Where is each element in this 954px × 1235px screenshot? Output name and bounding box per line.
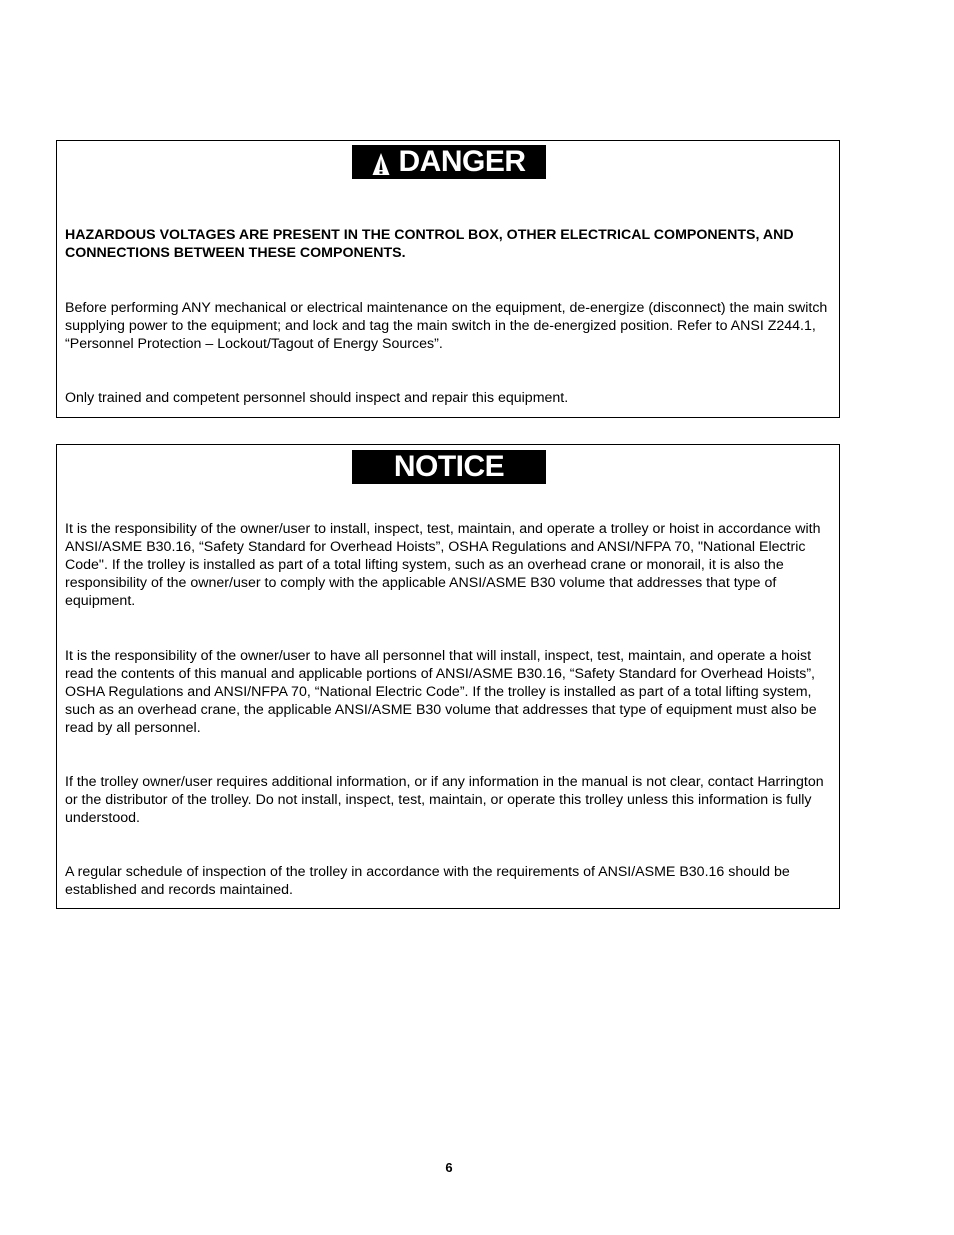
page-number: 6	[445, 1160, 453, 1175]
danger-personnel-paragraph: Only trained and competent personnel should inspect and repair this equipment.	[65, 390, 569, 406]
notice-personnel-paragraph: It is the responsibility of the owner/user to have all personnel that will install, inspect, test, maintain, and operate a hoist read the contents of this manual and applicable portions of ANSI/ASME B30.16, “Safety Standard for Overhead Hoists”, OSHA Regulations and ANSI/NFPA 70, “National Electric Code”. If the trolley is installed as part of a total lifting system, such as an overhead crane, the applicable ANSI/ASME B30 volume that addresses that type of equipment must also be read by all personnel.	[65, 648, 817, 736]
notice-inspection-paragraph: A regular schedule of inspection of the trolley in accordance with the requirements of ANSI/ASME B30.16 should be established and records maintained.	[65, 864, 790, 898]
notice-responsibility-paragraph: It is the responsibility of the owner/user to install, inspect, test, maintain, and operate a trolley or hoist in accordance with ANSI/ASME B30.16, “Safety Standard for Overhead Hoists”, OSHA Regulations and ANSI/NFPA 70, "National Electric Code". If the trolley is installed as part of a total lifting system, such as an overhead crane or monorail, it is also the responsibility of the owner/user to comply with the applicable ANSI/ASME B30 volume that addresses that type of equipment.	[65, 521, 821, 609]
notice-banner	[352, 450, 546, 484]
danger-heading: HAZARDOUS VOLTAGES ARE PRESENT IN THE CONTROL BOX, OTHER ELECTRICAL COMPONENTS, AND CONNECTIONS BETWEEN THESE COMPONENTS.	[65, 227, 794, 261]
notice-box	[56, 444, 840, 909]
danger-banner	[352, 145, 546, 179]
notice-banner-label: NOTICE	[393, 450, 505, 483]
danger-box	[56, 140, 840, 418]
danger-lockout-paragraph: Before performing ANY mechanical or electrical maintenance on the equipment, de-energize (disconnect) the main switch supplying power to the equipment; and lock and tag the main switch in the de-energized position. Refer to ANSI Z244.1, “Personnel Protection – Lockout/Tagout of Energy Sources”.	[65, 300, 828, 352]
danger-banner-label: DANGER	[398, 145, 526, 178]
warning-triangle-icon	[372, 150, 390, 174]
notice-information-paragraph: If the trolley owner/user requires additional information, or if any information in the manual is not clear, contact Harrington or the distributor of the trolley. Do not install, inspect, test, maintain, or operate this trolley unless this information is fully understood.	[65, 774, 824, 826]
